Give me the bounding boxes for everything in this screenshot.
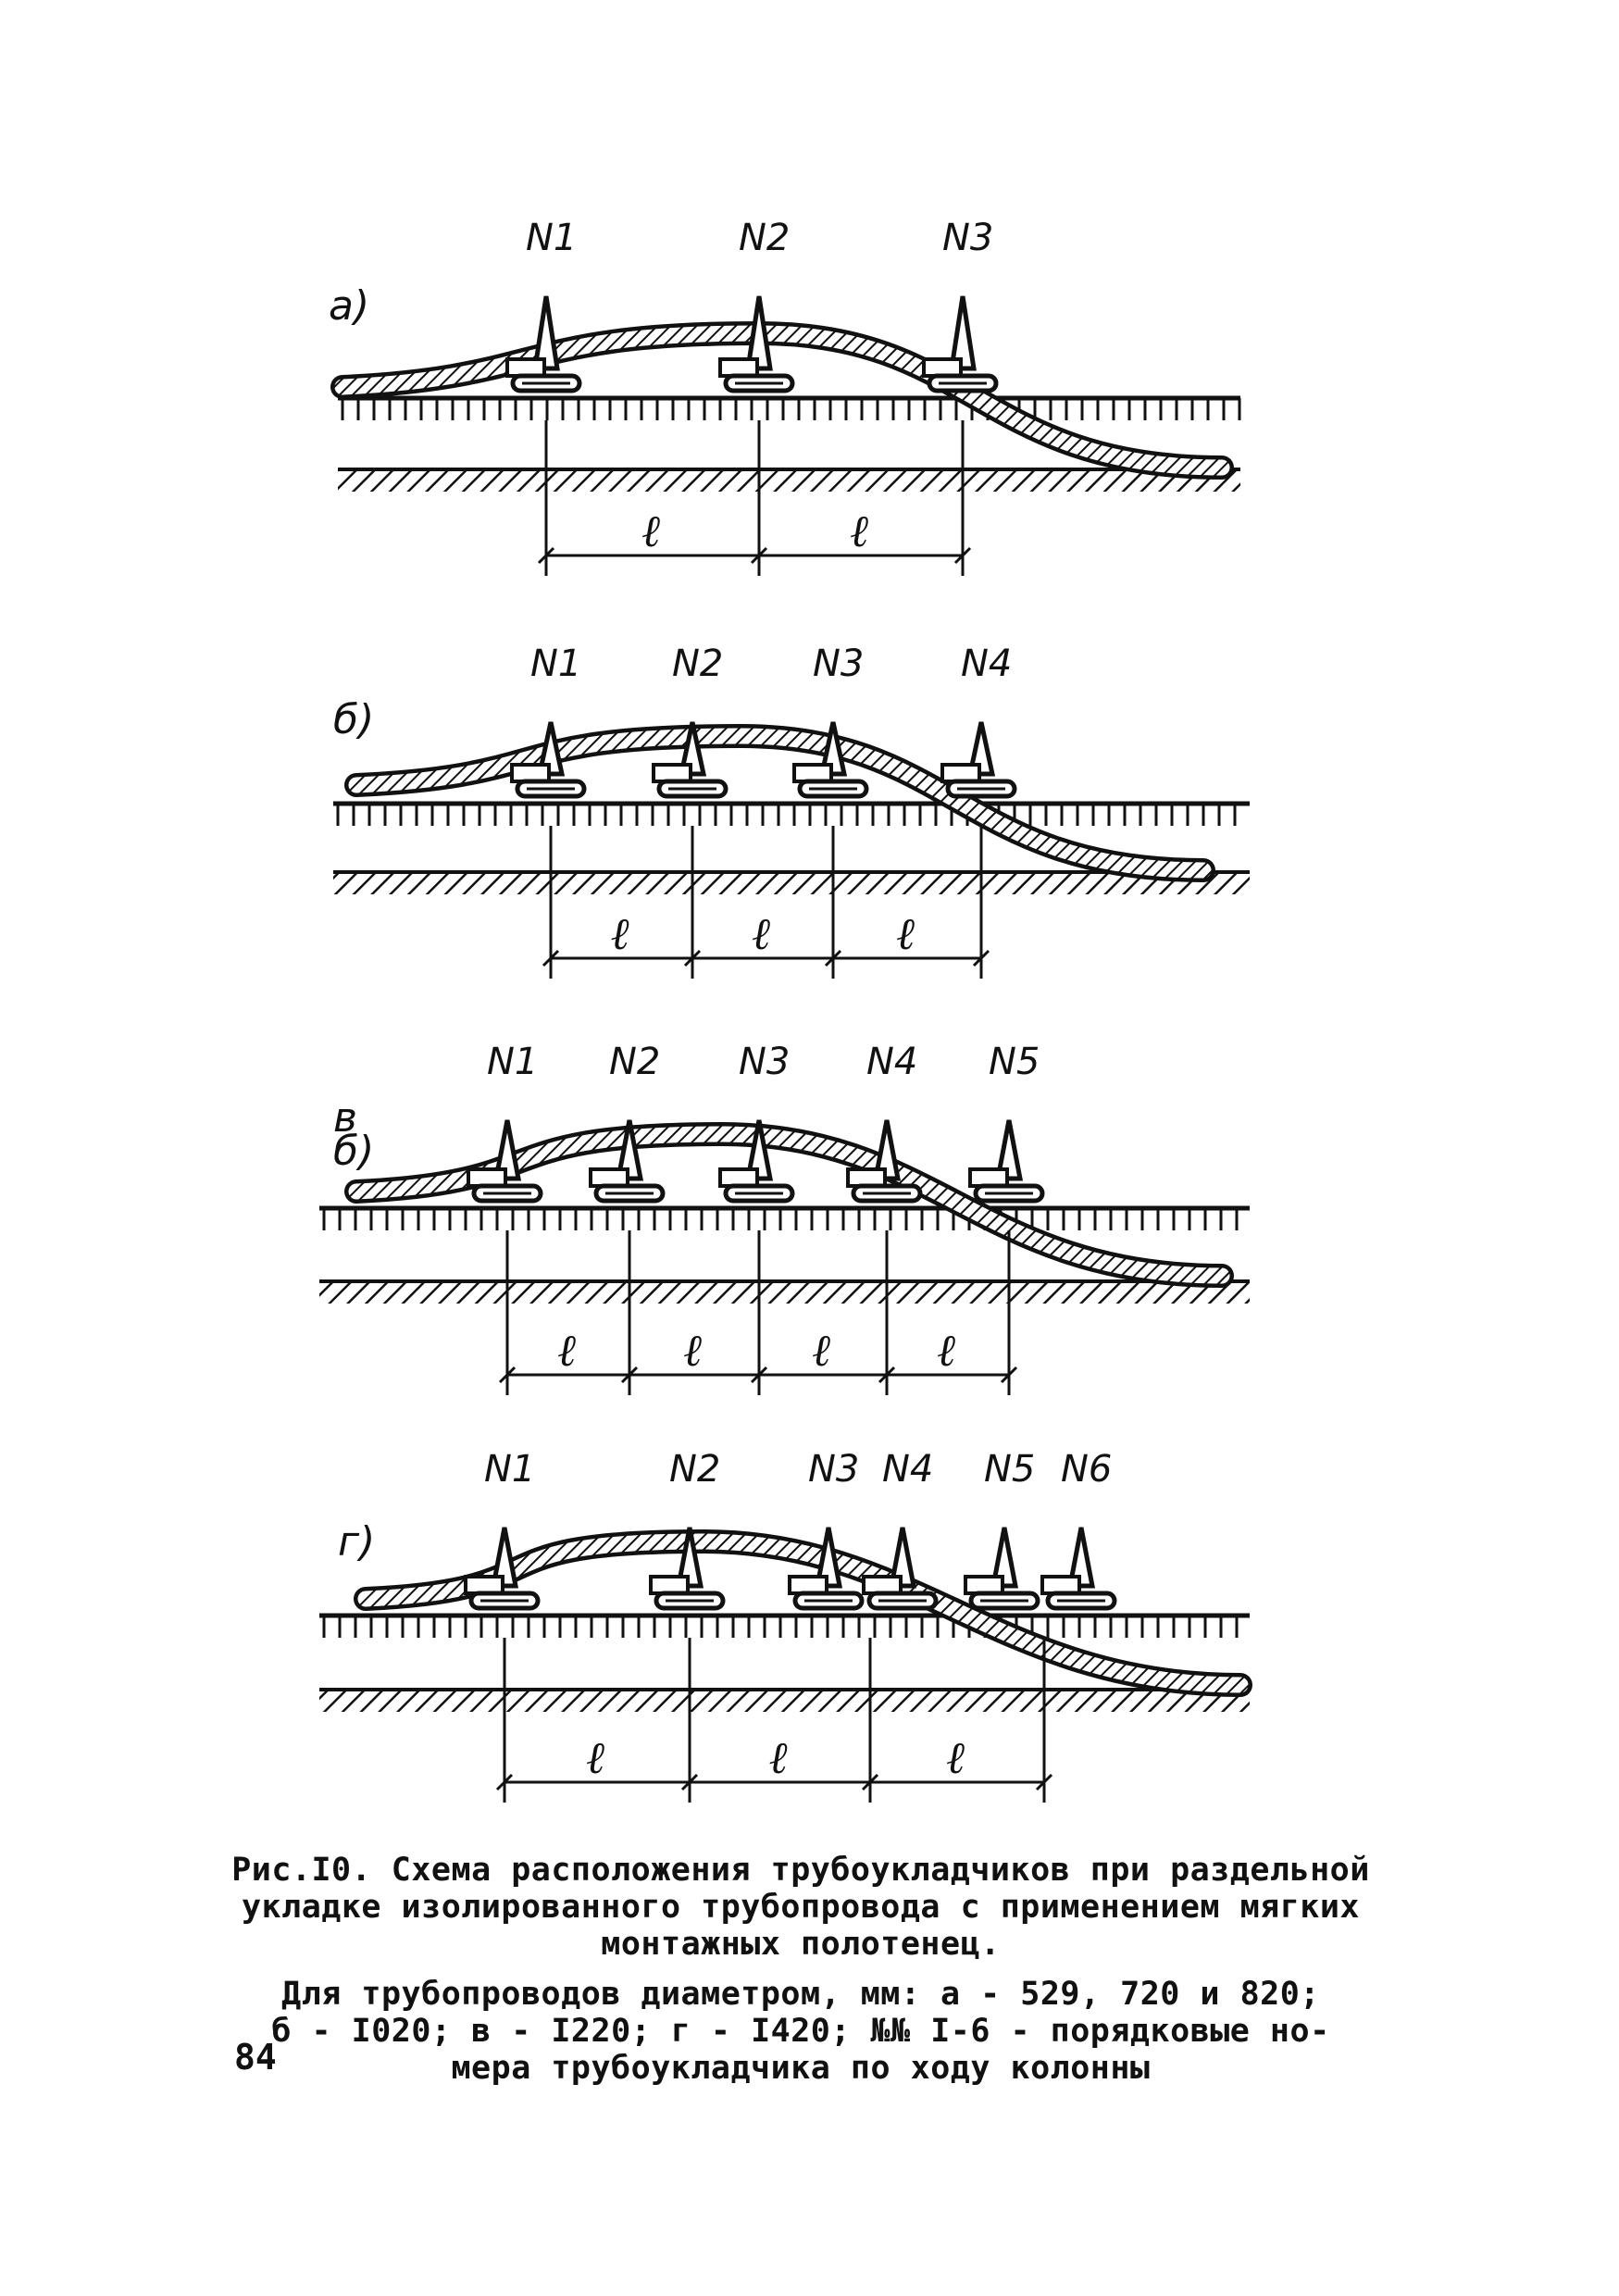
diagram-letter: г) bbox=[338, 1518, 376, 1566]
pipelayer-1 bbox=[466, 1448, 538, 1608]
pipelayer-1 bbox=[507, 217, 579, 391]
span-length-label: ℓ bbox=[812, 1325, 830, 1377]
span-length-label: ℓ bbox=[946, 1732, 965, 1784]
pipelayer-number-label: N3 bbox=[739, 1041, 791, 1083]
pipelayer-number-label: N4 bbox=[882, 1448, 934, 1491]
diagram-letter: б) bbox=[333, 696, 375, 743]
diagram-3 bbox=[319, 1041, 1250, 1395]
pipelayer-cab bbox=[942, 765, 979, 781]
page-number: 84 bbox=[234, 2037, 277, 2078]
pipelayer-4 bbox=[942, 643, 1015, 796]
pipelayer-cab bbox=[848, 1169, 885, 1186]
pipelayer-cab bbox=[864, 1577, 901, 1593]
pipelayer-cab bbox=[1042, 1577, 1079, 1593]
pipelayer-number-label: N4 bbox=[866, 1041, 918, 1083]
span-length-label: ℓ bbox=[937, 1325, 955, 1377]
pipelayer-cab bbox=[591, 1169, 628, 1186]
span-length-label: ℓ bbox=[896, 908, 915, 960]
diagram-letter: в bbox=[333, 1094, 357, 1142]
pipelayer-3 bbox=[720, 1041, 792, 1201]
span-length-label: ℓ bbox=[752, 908, 770, 960]
trench-bottom-hatch bbox=[338, 469, 1240, 492]
pipelayer-number-label: N2 bbox=[739, 217, 791, 259]
caption-line: мера трубоукладчика по ходу колонны bbox=[451, 2050, 1151, 2087]
pipelayer-cab bbox=[794, 765, 831, 781]
trench-bottom-hatch bbox=[319, 1281, 1250, 1304]
pipelayer-number-label: N2 bbox=[669, 1448, 721, 1491]
pipelayer-3 bbox=[790, 1448, 862, 1608]
pipelayer-number-label: N5 bbox=[989, 1041, 1040, 1083]
span-length-label: ℓ bbox=[850, 505, 868, 557]
pipelayer-3 bbox=[924, 217, 996, 391]
pipelayer-cab bbox=[924, 359, 961, 376]
pipelayer-2 bbox=[591, 1041, 663, 1201]
ground-ticks bbox=[342, 398, 1239, 420]
caption-line: б - I020; в - I220; г - I420; №№ I-6 - порядковые но- bbox=[271, 2013, 1330, 2050]
pipelayer-cab bbox=[720, 359, 757, 376]
pipelayer-2 bbox=[651, 1448, 723, 1608]
pipelayer-cab bbox=[654, 765, 691, 781]
ground-ticks bbox=[324, 1616, 1237, 1638]
diagram-letter: а) bbox=[329, 282, 370, 330]
diagram-4 bbox=[319, 1448, 1250, 1803]
span-length-label: ℓ bbox=[557, 1325, 576, 1377]
pipelayer-number-label: N1 bbox=[484, 1448, 536, 1491]
pipelayer-number-label: N2 bbox=[609, 1041, 661, 1083]
pipelayer-number-label: N6 bbox=[1061, 1448, 1113, 1491]
diagram-letter-struck: б) bbox=[333, 1128, 375, 1175]
pipelayer-cab bbox=[507, 359, 544, 376]
span-length-label: ℓ bbox=[610, 908, 629, 960]
pipelayer-cab bbox=[970, 1169, 1007, 1186]
span-length-label: ℓ bbox=[683, 1325, 702, 1377]
pipelayer-cab bbox=[468, 1169, 505, 1186]
pipelayer-2 bbox=[720, 217, 792, 391]
pipelayer-number-label: N1 bbox=[530, 643, 582, 685]
pipelayer-number-label: N3 bbox=[808, 1448, 860, 1491]
pipelayer-1 bbox=[468, 1041, 541, 1201]
pipeline bbox=[356, 1134, 1222, 1276]
pipelayer-number-label: N1 bbox=[526, 217, 578, 259]
pipelayer-5 bbox=[965, 1448, 1038, 1608]
pipelayer-cab bbox=[466, 1577, 503, 1593]
span-length-label: ℓ bbox=[586, 1732, 604, 1784]
span-length-label: ℓ bbox=[641, 505, 660, 557]
figure-caption bbox=[185, 1852, 1416, 2087]
caption-line: монтажных полотенец. bbox=[601, 1926, 1001, 1963]
pipelayer-2 bbox=[654, 643, 726, 796]
pipelayer-cab bbox=[512, 765, 549, 781]
diagram-1 bbox=[329, 217, 1240, 576]
pipelayer-1 bbox=[512, 643, 584, 796]
ground-ticks bbox=[338, 804, 1235, 826]
caption-line: Рис.I0. Схема расположения трубоукладчиков при раздельной bbox=[231, 1852, 1370, 1889]
pipelayer-6 bbox=[1042, 1448, 1115, 1608]
pipelayer-number-label: N1 bbox=[487, 1041, 539, 1083]
pipelayer-number-label: N5 bbox=[984, 1448, 1036, 1491]
trench-bottom-hatch bbox=[319, 1690, 1250, 1712]
pipelayer-cab bbox=[720, 1169, 757, 1186]
trench-bottom-hatch bbox=[333, 872, 1250, 894]
pipelayer-number-label: N3 bbox=[813, 643, 865, 685]
pipelayer-number-label: N3 bbox=[942, 217, 994, 259]
pipelayer-cab bbox=[790, 1577, 827, 1593]
pipelayer-5 bbox=[970, 1041, 1042, 1201]
caption-line: Для трубопроводов диаметром, мм: а - 529, 720 и 820; bbox=[281, 1976, 1320, 2013]
span-length-label: ℓ bbox=[768, 1732, 788, 1784]
ground-ticks bbox=[324, 1208, 1237, 1230]
caption-line: укладке изолированного трубопровода с применением мягких bbox=[241, 1889, 1361, 1926]
diagram-2 bbox=[333, 643, 1250, 979]
pipelayer-cab bbox=[651, 1577, 688, 1593]
pipelayer-number-label: N4 bbox=[961, 643, 1013, 685]
pipelayer-number-label: N2 bbox=[672, 643, 724, 685]
pipelayer-3 bbox=[794, 643, 866, 796]
pipelayer-cab bbox=[965, 1577, 1003, 1593]
